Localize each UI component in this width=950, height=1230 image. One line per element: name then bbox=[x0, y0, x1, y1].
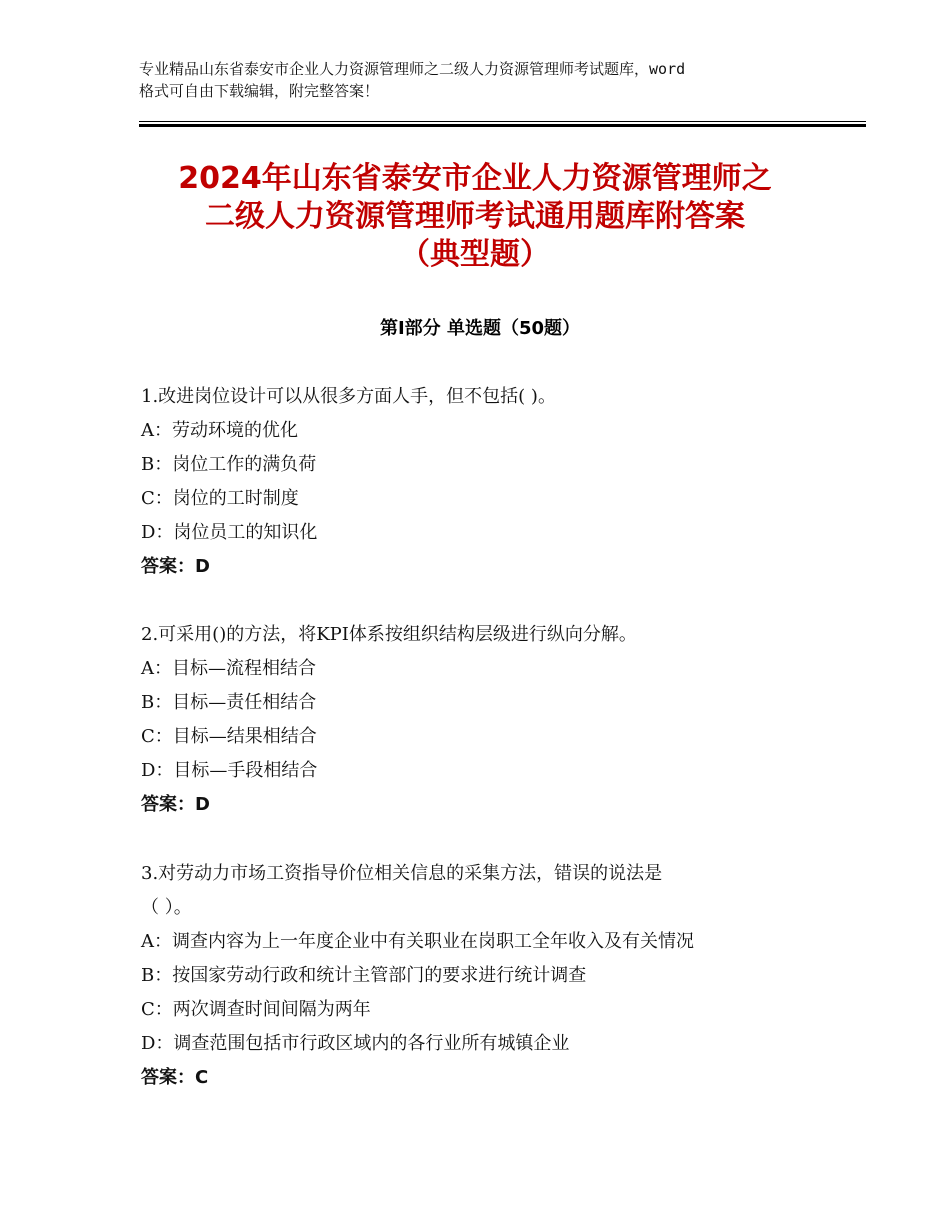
option-d: D：目标—手段相结合 bbox=[141, 760, 318, 781]
document-title-line-3: （典型题） bbox=[400, 237, 550, 272]
option-c: C：目标—结果相结合 bbox=[141, 726, 317, 747]
option-b: B：目标—责任相结合 bbox=[141, 692, 317, 713]
question-1 bbox=[141, 380, 841, 584]
option-d: D：调查范围包括市行政区域内的各行业所有城镇企业 bbox=[141, 1033, 570, 1054]
question-stem-line-1: 3.对劳动力市场工资指导价位相关信息的采集方法，错误的说法是 bbox=[141, 863, 663, 884]
section-heading: 第Ⅰ部分 单选题（50题） bbox=[379, 318, 580, 339]
document-title-line-1: 2024年山东省泰安市企业人力资源管理师之 bbox=[178, 161, 772, 196]
document-title-line-2: 二级人力资源管理师考试通用题库附答案 bbox=[205, 199, 745, 234]
answer: 答案：C bbox=[141, 1067, 209, 1088]
option-c: C：两次调查时间间隔为两年 bbox=[141, 999, 371, 1020]
answer: 答案：D bbox=[141, 556, 210, 577]
option-d: D：岗位员工的知识化 bbox=[141, 522, 318, 543]
answer: 答案：D bbox=[141, 794, 210, 815]
header-divider-thick bbox=[139, 124, 866, 127]
option-b: B：岗位工作的满负荷 bbox=[141, 454, 317, 475]
header-note-line-1: 专业精品山东省泰安市企业人力资源管理师之二级人力资源管理师考试题库，word bbox=[139, 60, 686, 78]
option-c: C：岗位的工时制度 bbox=[141, 488, 299, 509]
question-stem: 2.可采用()的方法，将KPI体系按组织结构层级进行纵向分解。 bbox=[141, 624, 637, 645]
header-divider-thin bbox=[139, 121, 866, 122]
header-note bbox=[139, 58, 829, 102]
option-a: A：劳动环境的优化 bbox=[141, 420, 298, 441]
option-b: B：按国家劳动行政和统计主管部门的要求进行统计调查 bbox=[141, 965, 587, 986]
header-note-line-2: 格式可自由下载编辑，附完整答案！ bbox=[139, 82, 380, 100]
option-a: A：调查内容为上一年度企业中有关职业在岗职工全年收入及有关情况 bbox=[141, 931, 694, 952]
question-3 bbox=[141, 857, 841, 1095]
option-a: A：目标—流程相结合 bbox=[141, 658, 316, 679]
question-stem: 1.改进岗位设计可以从很多方面人手，但不包括( )。 bbox=[141, 386, 556, 407]
document-title bbox=[120, 160, 830, 274]
question-2 bbox=[141, 618, 841, 822]
question-stem-line-2: （ ）。 bbox=[141, 897, 192, 918]
